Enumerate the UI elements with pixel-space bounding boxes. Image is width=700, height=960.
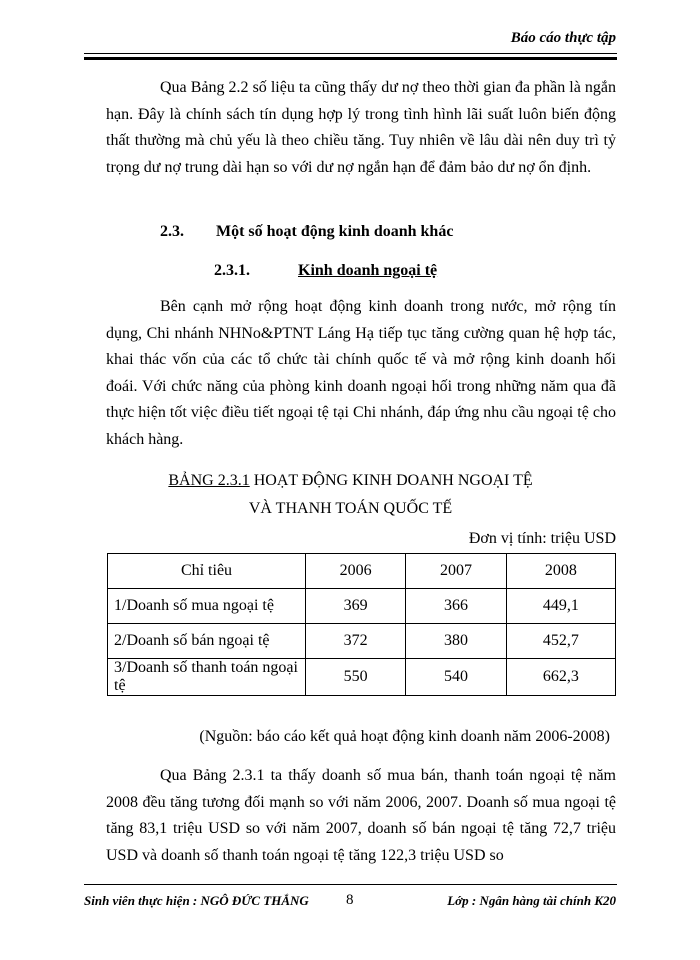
table-cell: 372	[306, 624, 406, 659]
table-row	[108, 589, 616, 624]
table-caption-title: HOẠT ĐỘNG KINH DOANH NGOẠI TỆ	[253, 472, 533, 489]
table-cell: 449,1	[506, 589, 615, 624]
table-header-cell: 2008	[506, 554, 615, 589]
table-source: (Nguồn: báo cáo kết quả hoạt động kinh doanh năm 2006-2008)	[199, 728, 610, 745]
footer-class: Lớp : Ngân hàng tài chính K20	[447, 893, 616, 908]
table-cell-label: 1/Doanh số mua ngoại tệ	[108, 589, 306, 624]
page-number: 8	[346, 892, 354, 908]
table-cell: 662,3	[506, 659, 615, 696]
section-number: 2.3.	[160, 223, 184, 240]
table-cell: 366	[406, 589, 506, 624]
paragraph-3: Qua Bảng 2.3.1 ta thấy doanh số mua bán, thanh toán ngoại tệ năm 2008 đều tăng tương đối mạnh so với năm 2006, 2007. Doanh số mua ngoại tệ tăng 83,1 triệu USD so với năm 2007, doanh số bán ngoại tệ tăng 72,7 triệu USD và doanh số thanh toán ngoại tệ tăng 122,3 triệu USD so	[106, 767, 616, 864]
table-cell: 540	[406, 659, 506, 696]
section-title: Một số hoạt động kinh doanh khác	[216, 223, 454, 240]
table-header-cell: 2006	[306, 554, 406, 589]
table-header-row	[108, 554, 616, 589]
table-row	[108, 624, 616, 659]
table-unit: Đơn vị tính: triệu USD	[468, 530, 616, 547]
table-cell: 550	[306, 659, 406, 696]
footer-student: Sinh viên thực hiện : NGÔ ĐỨC THẮNG	[84, 893, 309, 908]
paragraph-2: Bên cạnh mở rộng hoạt động kinh doanh trong nước, mở rộng tín dụng, Chi nhánh NHNo&PTNT Láng Hạ tiếp tục tăng cường quan hệ hợp tác, khai thác vốn của các tổ chức tài chính quốc tế và mở rộng kinh doanh hối đoái. Với chức năng của phòng kinh doanh ngoại hối trong những năm qua đã thực hiện tốt việc điều tiết ngoại tệ tại Chi nhánh, đáp ứng nhu cầu ngoại tệ cho khách hàng.	[106, 298, 616, 448]
header-rule-thin	[84, 53, 617, 54]
table-cell-label: 2/Doanh số bán ngoại tệ	[108, 624, 306, 659]
table-cell: 369	[306, 589, 406, 624]
table-caption-line-1	[84, 472, 617, 490]
header-title: Báo cáo thực tập	[510, 30, 616, 46]
footer-rule	[84, 884, 617, 885]
table-cell: 452,7	[506, 624, 615, 659]
subsection-number: 2.3.1.	[214, 262, 250, 279]
table-row	[108, 659, 616, 696]
forex-table	[107, 553, 616, 696]
table-caption-line-2: VÀ THANH TOÁN QUỐC TẾ	[248, 500, 453, 517]
table-cell-label: 3/Doanh số thanh toán ngoại tệ	[108, 659, 306, 696]
paragraph-1: Qua Bảng 2.2 số liệu ta cũng thấy dư nợ theo thời gian đa phần là ngắn hạn. Đây là chính sách tín dụng hợp lý trong tình hình lãi suất luôn biến động thất thường mà chủ yếu là theo chiều tăng. Tuy nhiên về lâu dài nên duy trì tỷ trọng dư nợ trung dài hạn so với dư nợ ngắn hạn để đảm bảo dư nợ ổn định.	[106, 79, 616, 176]
table-caption-label: BẢNG 2.3.1	[168, 472, 250, 489]
table-header-cell: Chỉ tiêu	[108, 554, 306, 589]
table-header-cell: 2007	[406, 554, 506, 589]
header-rule-thick	[84, 57, 617, 60]
table-cell: 380	[406, 624, 506, 659]
subsection-title: Kinh doanh ngoại tệ	[298, 262, 438, 279]
